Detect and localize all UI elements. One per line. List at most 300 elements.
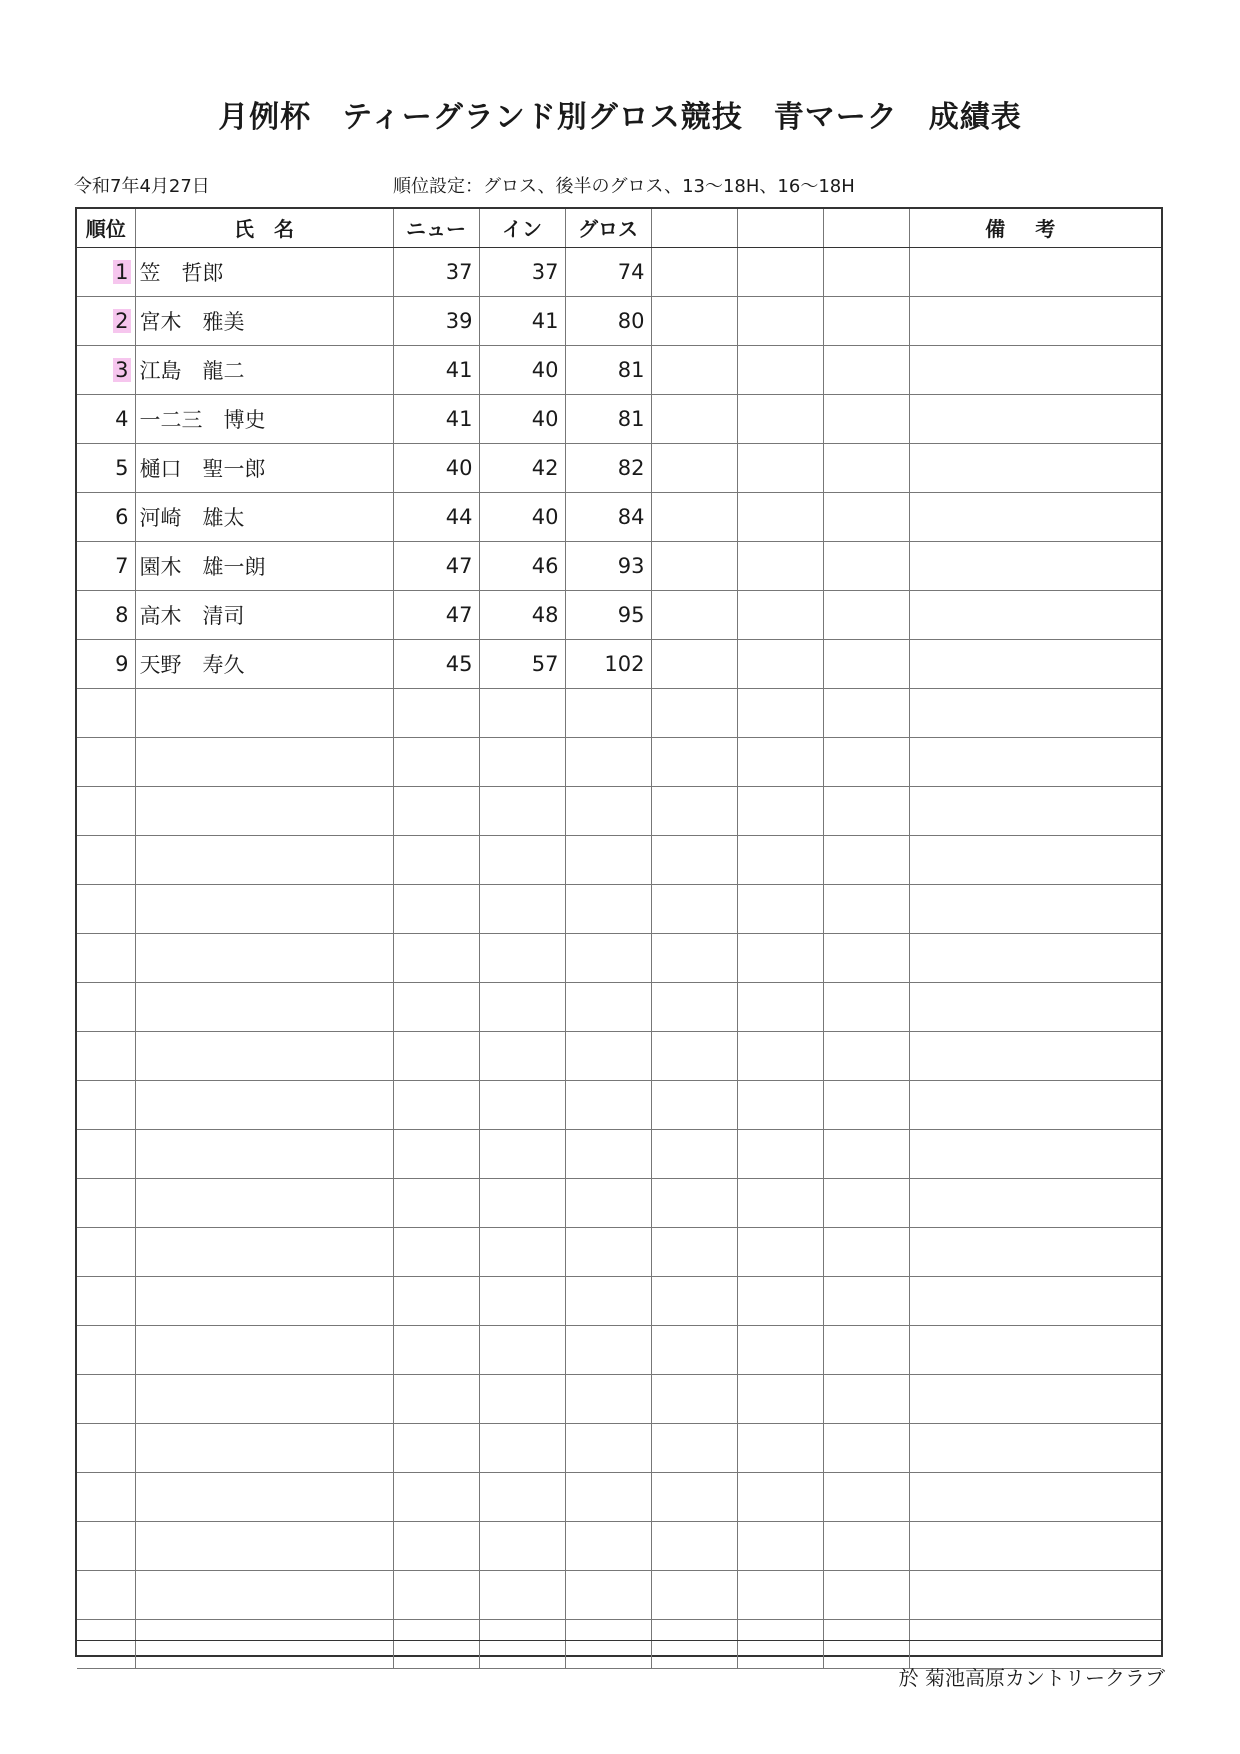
blank-cell [737,1374,823,1423]
blank-cell [737,1178,823,1227]
out-cell [393,1423,479,1472]
remarks-cell [909,1276,1161,1325]
gross-cell [565,1276,651,1325]
empty-table-row [77,1325,1161,1374]
name-cell [135,933,393,982]
table-row [77,492,1161,541]
rank-cell [77,982,135,1031]
out-cell [393,1178,479,1227]
name-cell [135,884,393,933]
out-cell [393,1031,479,1080]
blank-cell [823,1619,909,1668]
rank-value: 9 [115,651,129,676]
blank-cell [651,492,737,541]
blank-cell [651,1374,737,1423]
gross-cell [565,345,651,394]
blank-cell [651,443,737,492]
blank-cell [823,1276,909,1325]
gross-score: 95 [617,602,645,627]
name-cell [135,345,393,394]
in-cell [479,1570,565,1619]
empty-table-row [77,1570,1161,1619]
out-score: 40 [445,455,473,480]
remarks-cell [909,1031,1161,1080]
blank-cell [737,541,823,590]
blank-cell [737,590,823,639]
remarks-cell [909,688,1161,737]
rank-cell [77,1276,135,1325]
name-cell [135,1178,393,1227]
in-cell [479,1276,565,1325]
in-score: 42 [531,455,559,480]
player-name: 高木 清司 [139,603,245,628]
gross-cell [565,1423,651,1472]
out-cell [393,1227,479,1276]
blank-cell [823,541,909,590]
blank-cell [823,1570,909,1619]
remarks-cell [909,1619,1161,1668]
blank-cell [737,296,823,345]
name-cell [135,492,393,541]
gross-cell [565,835,651,884]
in-cell [479,982,565,1031]
in-score: 37 [531,259,559,284]
table-header-row [77,209,1161,247]
blank-cell [823,1374,909,1423]
blank-cell [651,247,737,296]
results-table [77,209,1161,1669]
remarks-cell [909,884,1161,933]
blank-cell [737,1080,823,1129]
blank-cell [737,1521,823,1570]
rank-cell [77,1129,135,1178]
out-cell [393,1374,479,1423]
blank-cell [823,884,909,933]
gross-cell [565,1080,651,1129]
out-score: 47 [445,602,473,627]
blank-cell [737,933,823,982]
name-cell [135,590,393,639]
player-name: 河崎 雄太 [139,505,245,530]
out-cell [393,443,479,492]
table-row [77,345,1161,394]
out-score: 37 [445,259,473,284]
in-cell [479,296,565,345]
gross-cell [565,786,651,835]
blank-cell [651,1178,737,1227]
in-cell [479,394,565,443]
blank-cell [823,345,909,394]
rank-cell [77,345,135,394]
in-cell [479,590,565,639]
rank-cell [77,1178,135,1227]
rank-cell [77,394,135,443]
remarks-cell [909,835,1161,884]
out-cell [393,590,479,639]
rank-cell [77,639,135,688]
gross-score: 102 [604,651,645,676]
header-name: 氏 名 [135,209,393,247]
name-cell [135,1129,393,1178]
out-score: 41 [445,406,473,431]
out-cell [393,1472,479,1521]
blank-cell [737,786,823,835]
rank-cell [77,590,135,639]
rank-value: 8 [115,602,129,627]
gross-cell [565,1521,651,1570]
name-cell [135,1080,393,1129]
empty-table-row [77,1374,1161,1423]
gross-cell [565,541,651,590]
blank-cell [823,1227,909,1276]
in-cell [479,1423,565,1472]
name-cell [135,1325,393,1374]
blank-cell [651,1570,737,1619]
in-cell [479,492,565,541]
in-cell [479,1619,565,1668]
blank-cell [737,1031,823,1080]
out-cell [393,1325,479,1374]
rank-value: 5 [115,455,129,480]
blank-cell [737,639,823,688]
out-cell [393,786,479,835]
gross-score: 82 [617,455,645,480]
blank-cell [651,590,737,639]
remarks-cell [909,1325,1161,1374]
gross-score: 84 [617,504,645,529]
table-row [77,443,1161,492]
rank-cell [77,737,135,786]
rank-cell [77,492,135,541]
name-cell [135,1521,393,1570]
blank-cell [823,492,909,541]
in-cell [479,443,565,492]
remarks-cell [909,982,1161,1031]
blank-cell [651,296,737,345]
in-cell [479,345,565,394]
blank-cell [737,443,823,492]
in-cell [479,1374,565,1423]
venue: 於 菊池高原カントリークラブ [898,1666,1165,1690]
blank-cell [651,1227,737,1276]
remarks-cell [909,1472,1161,1521]
name-cell [135,247,393,296]
in-score: 57 [531,651,559,676]
name-cell [135,835,393,884]
gross-score: 81 [617,406,645,431]
blank-cell [737,1619,823,1668]
in-cell [479,933,565,982]
name-cell [135,443,393,492]
rank-cell [77,443,135,492]
empty-table-row [77,1031,1161,1080]
empty-table-row [77,1276,1161,1325]
blank-cell [823,1178,909,1227]
name-cell [135,1619,393,1668]
in-cell [479,541,565,590]
rank-cell [77,1031,135,1080]
empty-table-row [77,1178,1161,1227]
in-cell [479,247,565,296]
out-cell [393,639,479,688]
rank-value: 1 [115,259,129,284]
player-name: 天野 寿久 [139,652,245,677]
rank-cell [77,933,135,982]
table-row [77,639,1161,688]
rank-cell [77,247,135,296]
name-cell [135,394,393,443]
header-remarks: 備考 [909,209,1161,247]
in-cell [479,884,565,933]
blank-cell [737,1472,823,1521]
blank-cell [823,1423,909,1472]
in-cell [479,1178,565,1227]
blank-cell [737,492,823,541]
remarks-cell [909,786,1161,835]
gross-cell [565,1374,651,1423]
blank-cell [823,1521,909,1570]
blank-cell [737,688,823,737]
rank-value: 6 [115,504,129,529]
blank-cell [823,688,909,737]
gross-cell [565,247,651,296]
in-cell [479,1227,565,1276]
rank-cell [77,1619,135,1668]
blank-cell [651,1080,737,1129]
name-cell [135,1227,393,1276]
in-score: 41 [531,308,559,333]
remarks-cell [909,1374,1161,1423]
out-score: 45 [445,651,473,676]
empty-table-row [77,933,1161,982]
rank-cell [77,786,135,835]
name-cell [135,1031,393,1080]
blank-cell [737,884,823,933]
player-name: 園木 雄一朗 [139,554,266,579]
remarks-cell [909,443,1161,492]
gross-cell [565,590,651,639]
out-cell [393,345,479,394]
gross-cell [565,492,651,541]
rank-cell [77,835,135,884]
name-cell [135,541,393,590]
blank-cell [651,394,737,443]
in-cell [479,688,565,737]
in-cell [479,639,565,688]
blank-cell [651,1619,737,1668]
gross-cell [565,1129,651,1178]
rank-value: 7 [115,553,129,578]
blank-cell [651,835,737,884]
out-cell [393,737,479,786]
out-cell [393,1080,479,1129]
remarks-cell [909,590,1161,639]
rank-value: 4 [115,406,129,431]
competition-date: 令和7年4月27日 [74,176,210,197]
in-score: 40 [531,504,559,529]
blank-cell [823,737,909,786]
blank-cell [651,884,737,933]
blank-cell [651,786,737,835]
gross-score: 93 [617,553,645,578]
blank-cell [651,541,737,590]
remarks-cell [909,1521,1161,1570]
remarks-cell [909,1080,1161,1129]
name-cell [135,639,393,688]
results-sheet [75,207,1163,1657]
name-cell [135,688,393,737]
blank-cell [651,688,737,737]
gross-cell [565,982,651,1031]
table-row [77,590,1161,639]
out-cell [393,394,479,443]
player-name: 江島 龍二 [139,358,245,383]
in-cell [479,1080,565,1129]
blank-cell [737,1325,823,1374]
gross-cell [565,688,651,737]
blank-cell [651,1129,737,1178]
gross-cell [565,1570,651,1619]
in-cell [479,835,565,884]
blank-cell [737,247,823,296]
blank-cell [823,786,909,835]
empty-table-row [77,1521,1161,1570]
empty-table-row [77,1129,1161,1178]
remarks-cell [909,394,1161,443]
empty-table-row [77,1472,1161,1521]
player-name: 笠 哲郎 [139,260,224,285]
empty-table-row [77,1227,1161,1276]
blank-cell [737,1570,823,1619]
remarks-cell [909,639,1161,688]
out-cell [393,688,479,737]
blank-cell [651,345,737,394]
empty-table-row [77,1619,1161,1668]
blank-cell [823,443,909,492]
out-score: 41 [445,357,473,382]
out-cell [393,296,479,345]
header-in: イン [479,209,565,247]
header-rank: 順位 [77,209,135,247]
name-cell [135,786,393,835]
in-cell [479,737,565,786]
player-name: 宮木 雅美 [139,309,245,334]
blank-cell [823,296,909,345]
blank-cell [823,247,909,296]
blank-cell [651,1276,737,1325]
header-gross: グロス [565,209,651,247]
in-cell [479,1031,565,1080]
gross-cell [565,443,651,492]
name-cell [135,737,393,786]
blank-cell [823,1129,909,1178]
name-cell [135,1472,393,1521]
rank-cell [77,884,135,933]
header-blank-2 [737,209,823,247]
out-cell [393,1521,479,1570]
page-title: 月例杯 ティーグランド別グロス競技 青マーク 成績表 [218,100,1022,135]
gross-cell [565,1227,651,1276]
rank-value: 2 [115,308,129,333]
name-cell [135,1374,393,1423]
blank-cell [823,1031,909,1080]
out-cell [393,1276,479,1325]
remarks-cell [909,345,1161,394]
remarks-cell [909,296,1161,345]
in-cell [479,1325,565,1374]
player-name: 一二三 博史 [139,407,266,432]
header-blank-3 [823,209,909,247]
out-cell [393,884,479,933]
name-cell [135,296,393,345]
out-cell [393,933,479,982]
gross-score: 74 [617,259,645,284]
blank-cell [651,1521,737,1570]
blank-cell [823,394,909,443]
rank-cell [77,296,135,345]
empty-table-row [77,1080,1161,1129]
in-score: 46 [531,553,559,578]
gross-score: 81 [617,357,645,382]
out-cell [393,1129,479,1178]
rank-cell [77,1521,135,1570]
blank-cell [651,1423,737,1472]
out-cell [393,982,479,1031]
rank-cell [77,1374,135,1423]
gross-cell [565,296,651,345]
name-cell [135,1276,393,1325]
gross-cell [565,394,651,443]
blank-cell [737,1129,823,1178]
out-cell [393,247,479,296]
rank-cell [77,1472,135,1521]
gross-cell [565,1325,651,1374]
gross-cell [565,1619,651,1668]
gross-cell [565,1472,651,1521]
gross-cell [565,737,651,786]
remarks-cell [909,1129,1161,1178]
gross-cell [565,639,651,688]
rank-cell [77,1325,135,1374]
remarks-cell [909,1178,1161,1227]
empty-table-row [77,835,1161,884]
remarks-cell [909,933,1161,982]
blank-cell [823,1325,909,1374]
rank-cell [77,1227,135,1276]
blank-cell [737,1227,823,1276]
blank-cell [823,1080,909,1129]
gross-cell [565,1031,651,1080]
out-score: 39 [445,308,473,333]
table-row [77,541,1161,590]
empty-table-row [77,1423,1161,1472]
out-cell [393,541,479,590]
blank-cell [823,835,909,884]
header-out: ニュー [393,209,479,247]
rank-cell [77,688,135,737]
table-row [77,247,1161,296]
gross-cell [565,933,651,982]
blank-cell [823,1472,909,1521]
header-blank-1 [651,209,737,247]
empty-table-row [77,982,1161,1031]
rank-value: 3 [115,357,129,382]
blank-cell [651,982,737,1031]
player-name: 樋口 聖一郎 [139,456,266,481]
blank-cell [737,1423,823,1472]
blank-cell [737,982,823,1031]
empty-table-row [77,884,1161,933]
